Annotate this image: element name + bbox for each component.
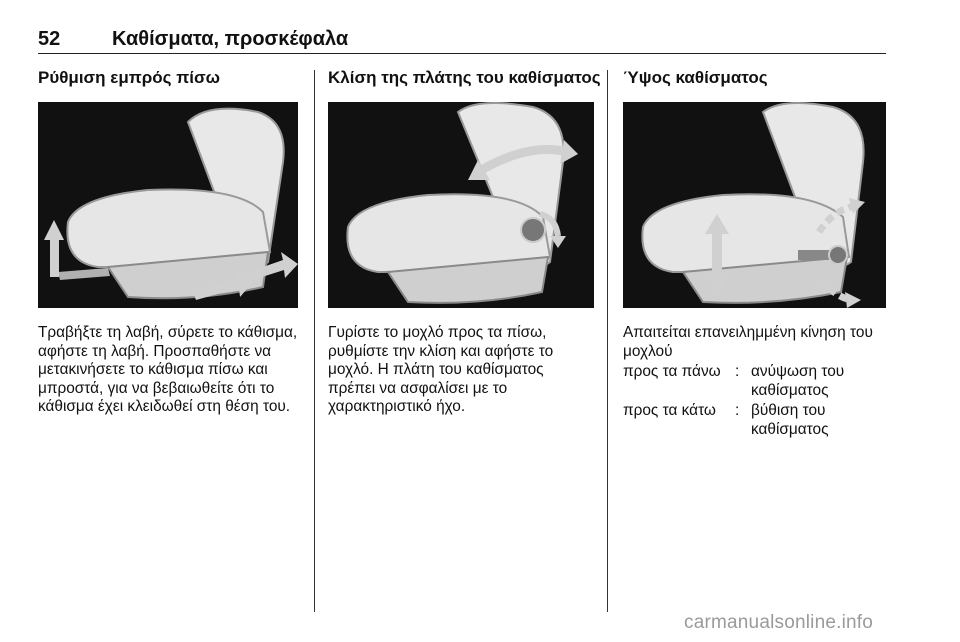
definition-separator: :: [735, 363, 740, 380]
section-title: Ρύθμιση εμπρός πίσω: [38, 68, 220, 87]
instruction-text: Γυρίστε το μοχλό προς τα πίσω, ρυθμίστε την κλίση και αφήστε το μοχλό. Η πλάτη του καθίσματος πρέπει να ασφαλίσει με το χαρακτηριστικό ήχο.: [328, 324, 554, 415]
definition-term: προς τα κάτω: [623, 402, 716, 419]
header-divider: [38, 53, 886, 54]
definition-description: βύθιση του καθίσματος: [751, 402, 829, 438]
seat-height-illustration: [623, 102, 886, 308]
page-number: 52: [38, 28, 61, 50]
section-fore-aft: [38, 60, 298, 417]
section-title: Κλίση της πλάτης του καθίσματος: [328, 68, 601, 87]
definition-row-down: [623, 402, 886, 439]
column-divider-1: [314, 70, 315, 612]
definition-term: προς τα πάνω: [623, 363, 721, 380]
page-title: Καθίσματα, προσκέφαλα: [112, 28, 349, 50]
page-header: [38, 28, 886, 52]
definition-list: [623, 363, 886, 439]
section-seat-height: [623, 60, 886, 441]
section-title: Ύψος καθίσματος: [623, 68, 768, 87]
definition-row-up: [623, 363, 886, 400]
watermark: carmanualsonline.info: [684, 612, 874, 633]
backrest-recline-illustration: [328, 102, 594, 308]
column-divider-2: [607, 70, 608, 612]
seat-fore-aft-illustration: [38, 102, 298, 308]
definition-description: ανύψωση του καθίσματος: [751, 363, 845, 399]
section-backrest-recline: [328, 60, 601, 417]
instruction-text: Τραβήξτε τη λαβή, σύρετε το κάθισμα, αφήστε τη λαβή. Προσπαθήστε να μετακινήσετε το κάθισμα πίσω και μπροστά, για να βεβαιωθείτε ότι το κάθισμα έχει κλειδωθεί στη θέση του.: [38, 324, 298, 415]
instruction-text: Απαιτείται επανειλημμένη κίνηση του μοχλού: [623, 324, 873, 360]
definition-separator: :: [735, 402, 740, 419]
